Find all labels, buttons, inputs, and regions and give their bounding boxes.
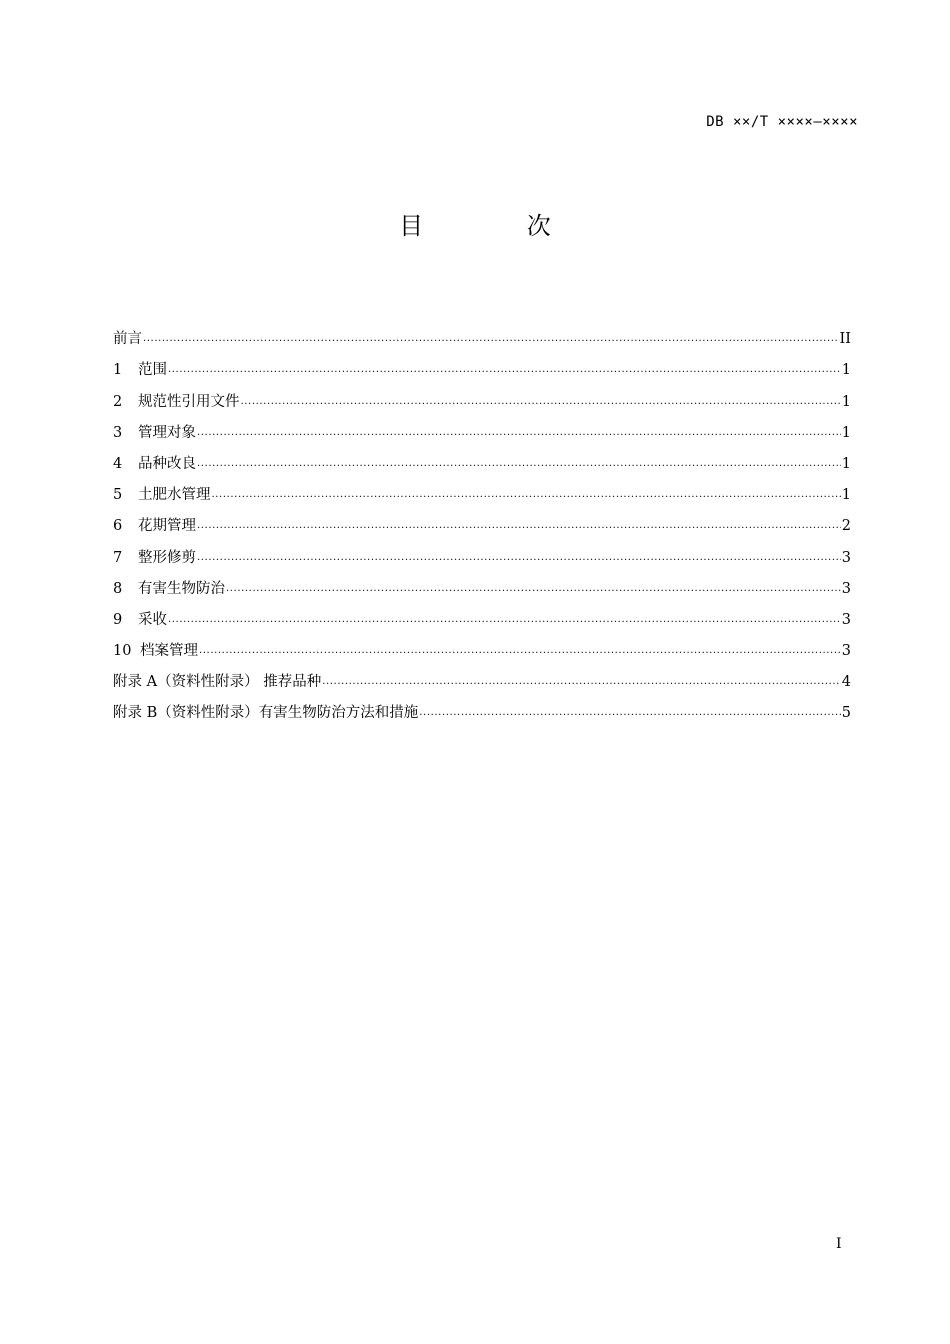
toc-entry[interactable] bbox=[113, 536, 851, 567]
toc-leader-dots bbox=[241, 395, 841, 409]
toc-entry-number: 6 bbox=[113, 518, 123, 535]
toc-entry-text: 土肥水管理 bbox=[138, 487, 211, 504]
toc-entry-label bbox=[113, 672, 321, 692]
toc-entry-number: 3 bbox=[113, 424, 123, 441]
toc-entry-label bbox=[113, 516, 196, 536]
toc-entry[interactable] bbox=[113, 443, 851, 474]
toc-entry-page: 1 bbox=[841, 424, 851, 441]
toc-entry[interactable] bbox=[113, 505, 851, 536]
toc-entry-page: 1 bbox=[841, 455, 851, 472]
toc-entry[interactable] bbox=[113, 349, 851, 380]
toc-entry-text: 档案管理 bbox=[140, 643, 198, 660]
toc-entry-text: 范围 bbox=[138, 362, 167, 379]
document-code: DB ××/T ××××—×××× bbox=[706, 114, 858, 130]
toc-entry-page: 5 bbox=[841, 705, 851, 722]
toc-entry[interactable] bbox=[113, 692, 851, 723]
toc-entry[interactable] bbox=[113, 380, 851, 411]
toc-entry[interactable] bbox=[113, 568, 851, 599]
toc-leader-dots bbox=[168, 363, 841, 377]
toc-entry-text: 整形修剪 bbox=[138, 549, 196, 566]
toc-leader-dots bbox=[143, 332, 839, 346]
toc-entry[interactable] bbox=[113, 318, 851, 349]
toc-entry-label bbox=[113, 423, 196, 443]
toc-entry-page: 1 bbox=[841, 393, 851, 410]
toc-entry-page: 3 bbox=[841, 549, 851, 566]
toc-leader-dots bbox=[197, 426, 841, 440]
toc-leader-dots bbox=[322, 675, 841, 689]
toc-entry-page: 1 bbox=[841, 362, 851, 379]
toc-entry-label bbox=[113, 579, 225, 599]
toc-entry-label bbox=[113, 360, 167, 380]
toc-entry-label bbox=[113, 454, 196, 474]
toc-entry-label bbox=[113, 392, 240, 412]
toc-leader-dots bbox=[168, 613, 841, 627]
toc-entry-label bbox=[113, 641, 198, 661]
toc-entry[interactable] bbox=[113, 661, 851, 692]
toc-entry-page: 4 bbox=[841, 674, 851, 691]
toc-leader-dots bbox=[197, 519, 841, 533]
toc-entry-text: 品种改良 bbox=[138, 455, 196, 472]
toc-entry-number: 8 bbox=[113, 580, 123, 597]
toc-leader-dots bbox=[212, 488, 841, 502]
toc-entry-text: 采收 bbox=[138, 611, 167, 628]
toc-entry[interactable] bbox=[113, 412, 851, 443]
page-title: 目 次 bbox=[399, 212, 599, 240]
toc-entry-number: 2 bbox=[113, 393, 123, 410]
toc-entry-text: 前言 bbox=[113, 331, 142, 348]
toc-leader-dots bbox=[226, 582, 841, 596]
toc-entry-number: 7 bbox=[113, 549, 123, 566]
toc-entry-page: 3 bbox=[841, 580, 851, 597]
toc-entry-number: 10 bbox=[113, 643, 132, 660]
toc-entry-label bbox=[113, 485, 211, 505]
toc-entry-page: 2 bbox=[841, 518, 851, 535]
toc-entry-page: 1 bbox=[841, 487, 851, 504]
toc-leader-dots bbox=[197, 551, 841, 565]
toc-entry-text: 附录 B（资料性附录）有害生物防治方法和措施 bbox=[113, 705, 419, 722]
toc-entry-page: 3 bbox=[841, 643, 851, 660]
toc-entry-number: 5 bbox=[113, 487, 123, 504]
toc-leader-dots bbox=[419, 706, 841, 720]
toc-entry-text: 附录 A（资料性附录） 推荐品种 bbox=[113, 674, 322, 691]
page-number: I bbox=[836, 1236, 842, 1252]
toc-entry-number: 9 bbox=[113, 611, 123, 628]
toc-entry-page: 3 bbox=[841, 611, 851, 628]
toc-entry[interactable] bbox=[113, 599, 851, 630]
toc-entry-text: 花期管理 bbox=[138, 518, 196, 535]
toc-entry-text: 规范性引用文件 bbox=[138, 393, 240, 410]
toc-entry-page: II bbox=[839, 331, 851, 348]
toc-entry-label bbox=[113, 548, 196, 568]
table-of-contents bbox=[113, 318, 851, 723]
toc-entry-text: 管理对象 bbox=[138, 424, 196, 441]
toc-leader-dots bbox=[197, 457, 841, 471]
toc-entry-number: 1 bbox=[113, 362, 123, 379]
toc-entry-label bbox=[113, 329, 142, 349]
toc-entry-number: 4 bbox=[113, 455, 123, 472]
toc-leader-dots bbox=[199, 644, 841, 658]
toc-entry[interactable] bbox=[113, 630, 851, 661]
toc-entry-text: 有害生物防治 bbox=[138, 580, 225, 597]
toc-entry[interactable] bbox=[113, 474, 851, 505]
toc-entry-label bbox=[113, 703, 418, 723]
toc-entry-label bbox=[113, 610, 167, 630]
